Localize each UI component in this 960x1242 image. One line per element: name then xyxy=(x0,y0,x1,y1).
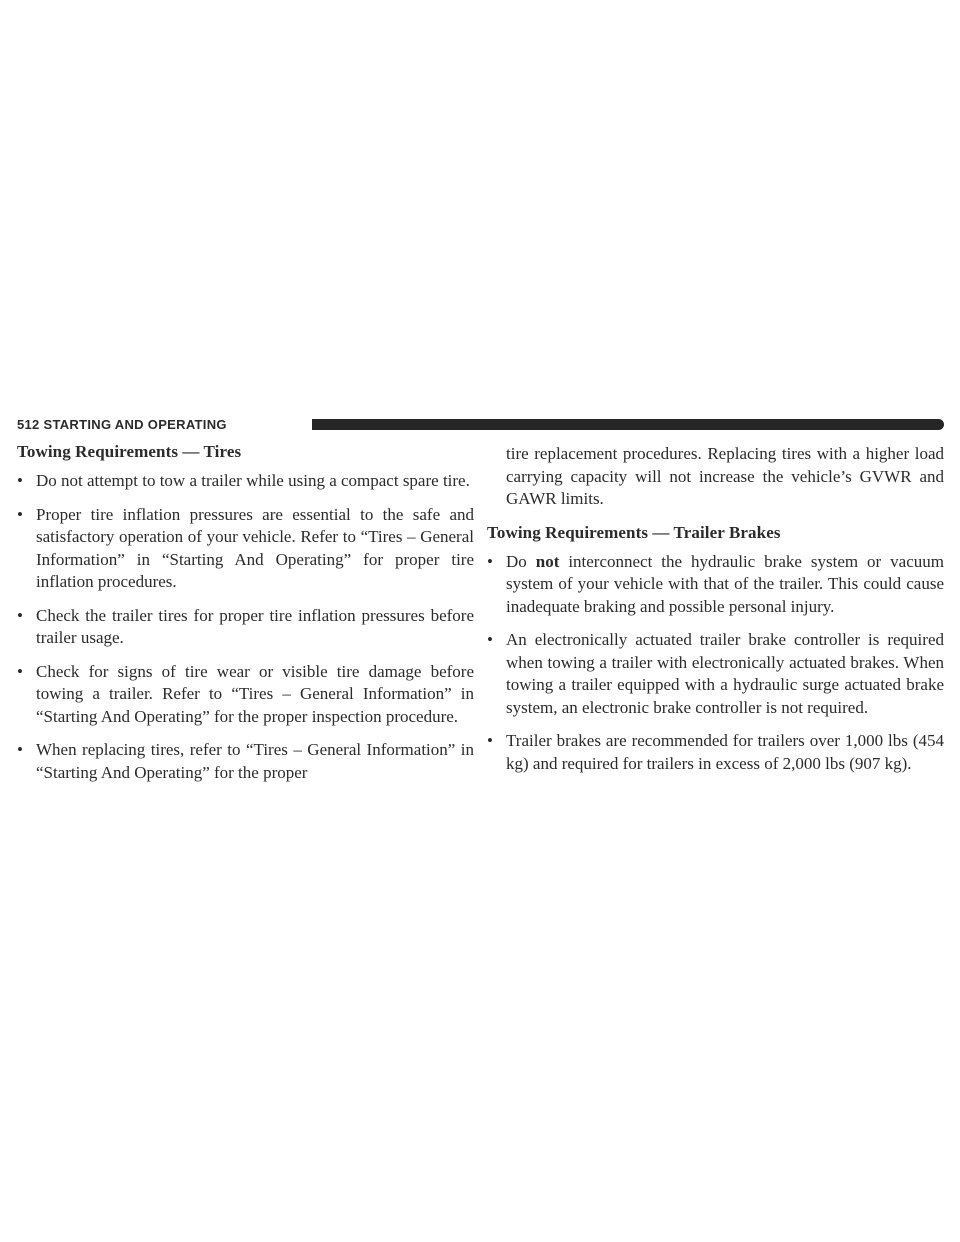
bullet-icon: • xyxy=(17,471,23,490)
section-heading-trailer-brakes: Towing Requirements — Trailer Brakes xyxy=(487,522,781,542)
list-item-text: Check for signs of tire wear or visible tire damage before towing a trailer. Refer to “Tires – General Information” in “Starting And Operating” for the proper inspection procedure. xyxy=(36,661,474,726)
list-item xyxy=(487,551,944,619)
bullet-icon: • xyxy=(17,504,23,524)
bullet-icon: • xyxy=(17,661,23,681)
left-column xyxy=(17,441,474,795)
page-header xyxy=(17,417,944,433)
list-item-text: Trailer brakes are recommended for trailers over 1,000 lbs (454 kg) and required for trailers in excess of 2,000 lbs (907 kg). xyxy=(506,731,944,773)
list-item-text: Check the trailer tires for proper tire inflation pressures before trailer usage. xyxy=(36,605,474,647)
bullet-icon: • xyxy=(17,740,23,759)
list-item-text-prefix: Do xyxy=(506,551,536,571)
section-heading-tires: Towing Requirements — Tires xyxy=(17,442,242,461)
bullet-icon: • xyxy=(487,731,493,750)
bullet-icon: • xyxy=(487,630,493,649)
list-item xyxy=(17,470,474,493)
list-item-text: Proper tire inflation pressures are essential to the safe and satisfactory operation of your vehicle. Refer to “Tires – General Information” in “Starting And Operating” for proper tire inflation procedures. xyxy=(36,504,474,591)
list-item xyxy=(487,730,944,775)
list-item xyxy=(17,504,474,594)
continued-paragraph: tire replacement procedures. Replacing tires with a higher load carrying capacity will not increase the vehicle’s GVWR and GAWR limits. xyxy=(506,444,944,508)
brakes-bullet-list xyxy=(487,551,944,776)
list-item xyxy=(487,629,944,719)
list-item-text-rest: interconnect the hydraulic brake system or vacuum system of your vehicle with that of the trailer. This could cause inadequate braking and possible personal injury. xyxy=(506,551,944,616)
list-item-text: When replacing tires, refer to “Tires – General Information” in “Starting And Operating” for the proper xyxy=(36,740,474,782)
right-column xyxy=(487,443,944,786)
list-item xyxy=(17,661,474,729)
list-item-text: Do not attempt to tow a trailer while using a compact spare tire. xyxy=(36,471,470,490)
list-item-text: An electronically actuated trailer brake controller is required when towing a trailer with electronically actuated brakes. When towing a trailer equipped with a hydraulic surge actuated brake system, an electronic brake controller is not required. xyxy=(506,630,944,717)
tires-bullet-list xyxy=(17,470,474,784)
list-item xyxy=(17,739,474,784)
bullet-icon: • xyxy=(487,551,493,571)
list-item xyxy=(17,605,474,650)
bullet-icon: • xyxy=(17,605,23,625)
header-rule-bar xyxy=(312,419,944,430)
emphasis-not: not xyxy=(535,551,560,571)
page-number-section-title: 512 STARTING AND OPERATING xyxy=(17,417,227,432)
